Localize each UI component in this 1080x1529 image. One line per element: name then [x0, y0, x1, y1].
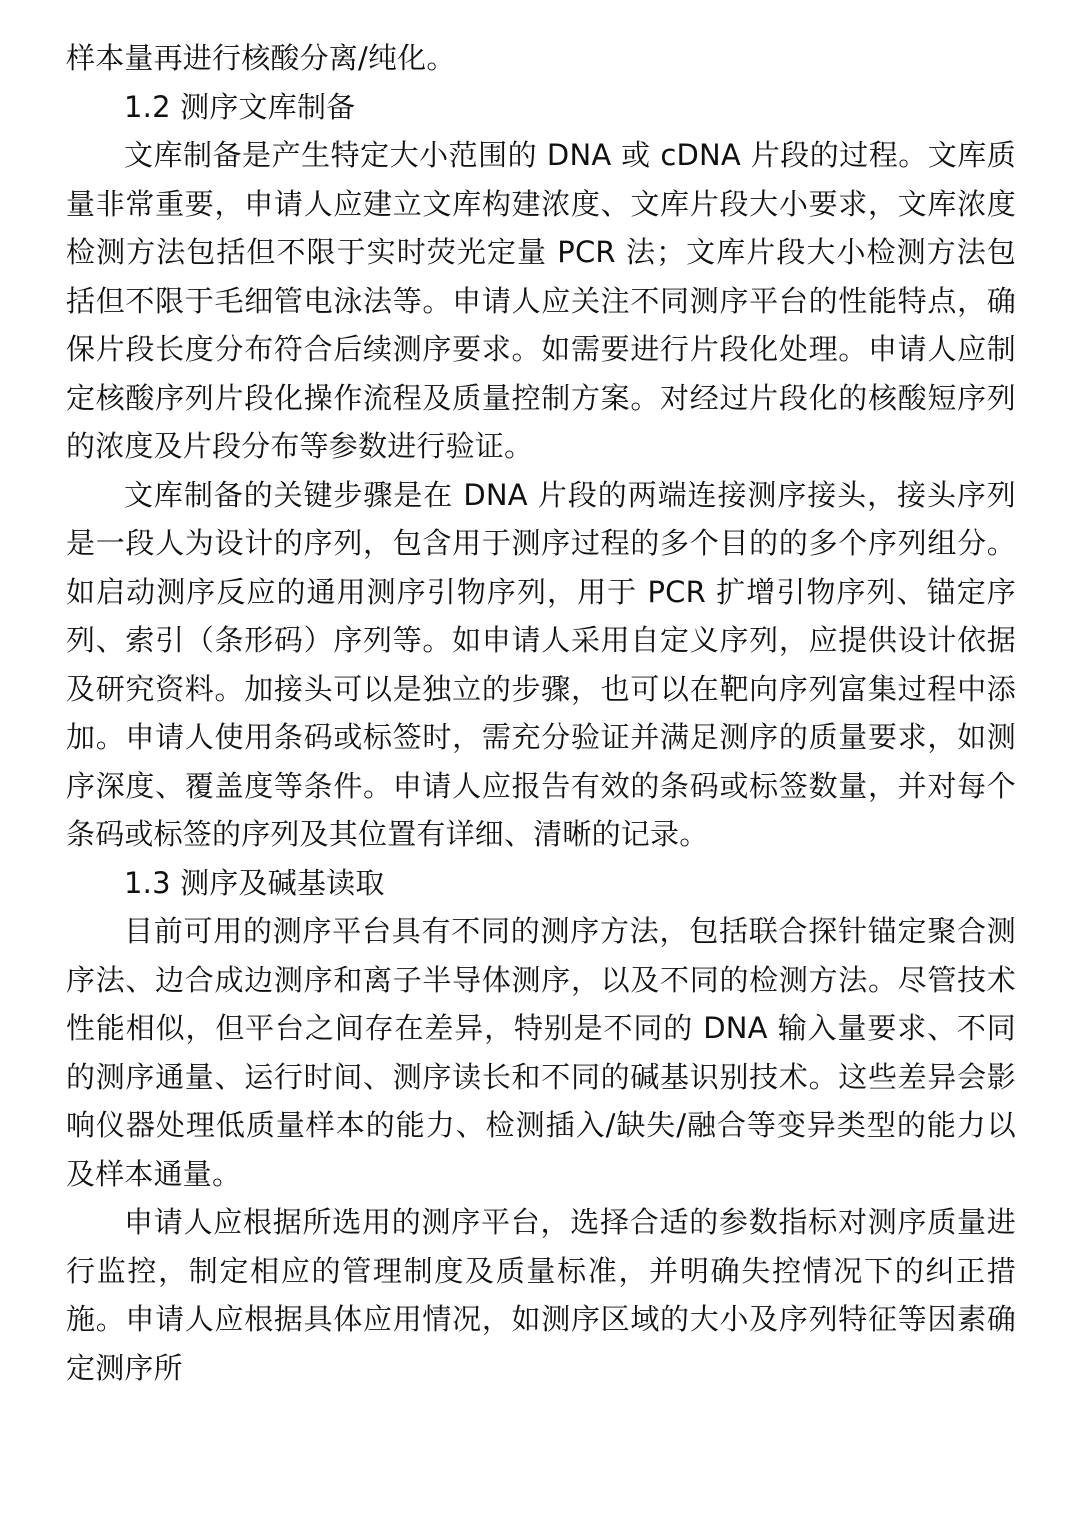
section-heading-1-3: 1.3 测序及碱基读取: [124, 865, 385, 900]
document-body: [66, 34, 1016, 1392]
section-heading-1-2: 1.2 测序文库制备: [124, 89, 356, 124]
paragraph-library-prep: 文库制备是产生特定大小范围的 DNA 或 cDNA 片段的过程。文库质量非常重要，申请人应建立文库构建浓度、文库片段大小要求，文库浓度检测方法包括但不限于实时荧光定量 PCR 法；文库片段大小检测方法包括但不限于毛细管电泳法等。申请人应关注不同测序平台的性能特点，确保片段长度分布符合后续测序要求。如需要进行片段化处理。申请人应制定核酸序列片段化操作流程及质量控制方案。对经过片段化的核酸短序列的浓度及片段分布等参数进行验证。: [66, 138, 1016, 463]
paragraph-quality-monitoring: 申请人应根据所选用的测序平台，选择合适的参数指标对测序质量进行监控，制定相应的管理制度及质量标准，并明确失控情况下的纠正措施。申请人应根据具体应用情况，如测序区域的大小及序列特征等因素确定测序所: [66, 1205, 1016, 1385]
paragraph-adapter-ligation: 文库制备的关键步骤是在 DNA 片段的两端连接测序接头，接头序列是一段人为设计的序列，包含用于测序过程的多个目的的多个序列组分。如启动测序反应的通用测序引物序列，用于 PCR 扩增引物序列、锚定序列、索引（条形码）序列等。如申请人采用自定义序列，应提供设计依据及研究资料。加接头可以是独立的步骤，也可以在靶向序列富集过程中添加。申请人使用条码或标签时，需充分验证并满足测序的质量要求，如测序深度、覆盖度等条件。申请人应报告有效的条码或标签数量，并对每个条码或标签的序列及其位置有详细、清晰的记录。: [66, 477, 1016, 851]
paragraph-sequencing-platforms: 目前可用的测序平台具有不同的测序方法，包括联合探针锚定聚合测序法、边合成边测序和离子半导体测序，以及不同的检测方法。尽管技术性能相似，但平台之间存在差异，特别是不同的 DNA 输入量要求、不同的测序通量、运行时间、测序读长和不同的碱基识别技术。这些差异会影响仪器处理低质量样本的能力、检测插入/缺失/融合等变异类型的能力以及样本通量。: [66, 914, 1016, 1191]
paragraph-continuation: 样本量再进行核酸分离/纯化。: [66, 41, 456, 75]
